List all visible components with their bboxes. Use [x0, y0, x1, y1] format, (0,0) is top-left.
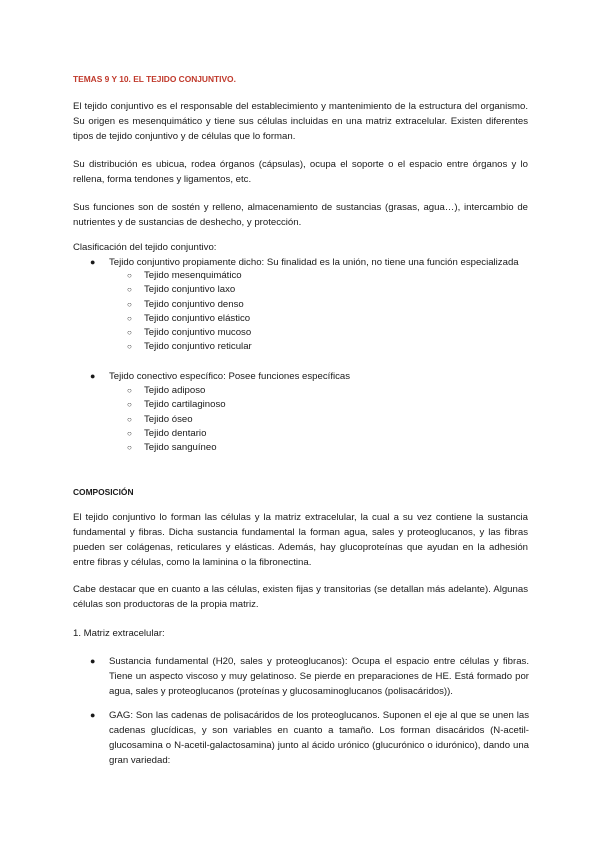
list-item: ○ Tejido conjuntivo laxo	[127, 283, 252, 297]
bullet-icon: ●	[90, 656, 96, 666]
group-2-label: Tejido conectivo específico: Posee funciones específicas	[109, 371, 351, 382]
intro-paragraph-2: Su distribución es ubicua, rodea órganos (cápsulas), ocupa el soporte o el espacio entre órganos y lo rellena, forma tendones y ligamentos, etc.	[73, 159, 528, 185]
intro-paragraph-1: El tejido conjuntivo es el responsable del establecimiento y mantenimiento de la estructura del organismo. Su origen es mesenquimático y tiene sus células incluidas en una matriz extracelular. Existen diferentes tipos de tejido conjuntivo y de células que lo forman.	[73, 101, 528, 142]
subsection-heading: 1. Matriz extracelular:	[73, 628, 165, 639]
classification-group-1	[92, 255, 532, 270]
list-item: ○ Tejido dentario	[127, 427, 226, 441]
bullet-text: Sustancia fundamental (H20, sales y proteoglucanos): Ocupa el espacio entre células y fibras. Tiene un aspecto viscoso y muy gelatinoso. Se pierde en preparaciones de HE. Está formado por agua, sales y proteoglucanos (proteínas y glucosaminoglucanos (polisacáridos)).	[109, 656, 529, 697]
circle-bullet-icon: ○	[127, 386, 132, 395]
circle-bullet-icon: ○	[127, 443, 132, 453]
composition-paragraph-2: Cabe destacar que en cuanto a las células, existen fijas y transitorias (se detallan más adelante). Algunas células son productoras de la propia matriz.	[73, 584, 528, 610]
circle-bullet-icon: ○	[127, 428, 132, 438]
list-item: ○ Tejido óseo	[127, 413, 226, 427]
classification-heading: Clasificación del tejido conjuntivo:	[73, 242, 217, 253]
composition-paragraph-1: El tejido conjuntivo lo forman las células y la matriz extracelular, la cual a su vez contiene la sustancia fundamental y fibras. Dicha sustancia fundamental la forman agua, sales y proteoglucanos, y las fibras pueden ser colágenas, reticulares y elásticas. Además, hay glucoproteínas que ayudan en la adhesión entre fibras y células, como la laminina o la fibronectina.	[73, 512, 528, 568]
list-item: ○ Tejido conjuntivo reticular	[127, 340, 252, 354]
list-item: ○ Tejido conjuntivo elástico	[127, 312, 252, 326]
intro-paragraph-3: Sus funciones son de sostén y relleno, almacenamiento de sustancias (grasas, agua…), intercambio de nutrientes y de sustancias de deshecho, y protección.	[73, 202, 528, 228]
bullet-gag	[92, 708, 529, 768]
circle-bullet-icon: ○	[127, 342, 132, 352]
group-1-label: Tejido conjuntivo propiamente dicho: Su finalidad es la unión, no tiene una función especializada	[109, 257, 519, 268]
circle-bullet-icon: ○	[127, 285, 132, 295]
circle-bullet-icon: ○	[127, 414, 132, 424]
group-2-list	[127, 384, 226, 455]
list-item: ○ Tejido mesenquimático	[127, 269, 252, 283]
list-item: ○ Tejido conjuntivo mucoso	[127, 326, 252, 340]
bullet-icon: ●	[90, 257, 96, 267]
circle-bullet-icon: ○	[127, 328, 132, 338]
circle-bullet-icon: ○	[127, 313, 132, 323]
group-1-list	[127, 269, 252, 355]
page-title: TEMAS 9 Y 10. EL TEJIDO CONJUNTIVO.	[73, 74, 236, 84]
list-item: ○ Tejido adiposo	[127, 384, 226, 398]
classification-group-2	[92, 369, 532, 384]
bullet-icon: ●	[90, 710, 96, 720]
list-item: ○ Tejido sanguíneo	[127, 441, 226, 455]
bullet-icon: ●	[90, 371, 96, 381]
circle-bullet-icon: ○	[127, 299, 132, 309]
circle-bullet-icon: ○	[127, 400, 132, 410]
list-item: ○ Tejido cartilaginoso	[127, 398, 226, 412]
composition-heading: COMPOSICIÓN	[73, 487, 134, 497]
bullet-text: GAG: Son las cadenas de polisacáridos de los proteoglucanos. Suponen el eje al que se unen las cadenas glucídicas, y son variables en cuanto a tamaño. Los forman disacáridos (N-acetil-glucosamina o N-acetil-galactosamina) junto al ácido urónico (glucurónico o idurónico), dando una gran variedad:	[109, 710, 529, 766]
circle-bullet-icon: ○	[127, 271, 132, 280]
list-item: ○ Tejido conjuntivo denso	[127, 298, 252, 312]
bullet-sustancia-fundamental	[92, 654, 529, 699]
